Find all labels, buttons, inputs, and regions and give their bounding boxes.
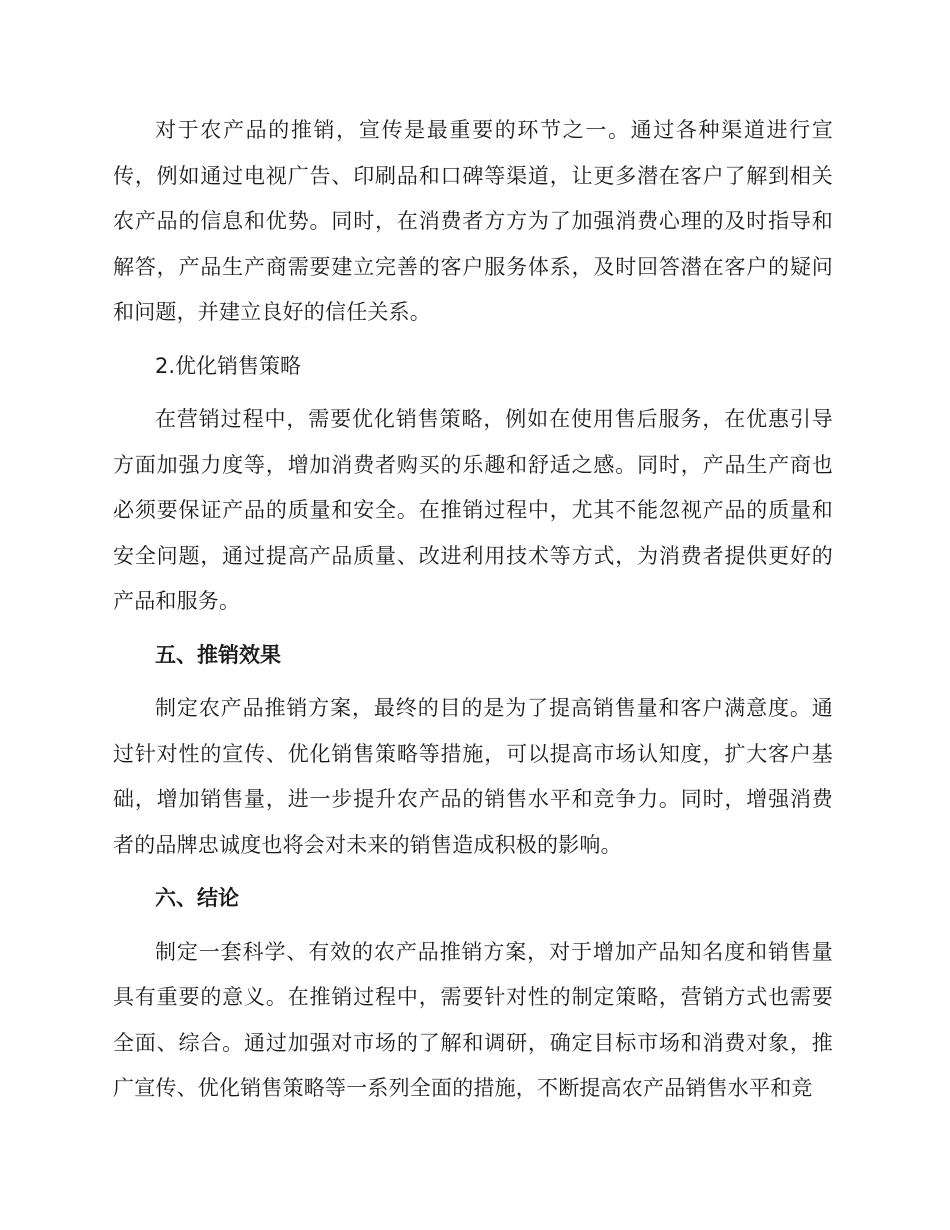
section-heading-effect: 五、推销效果	[155, 642, 281, 667]
section-heading-conclusion: 六、结论	[155, 886, 239, 910]
paragraph-sales-strategy: 在营销过程中，需要优化销售策略，例如在使用售后服务，在优惠引导方面加强力度等，增加消费者购买的乐趣和舒适之感。同时，产品生产商也必须要保证产品的质量和安全。在推销过程中，尤其不能忽视产品的质量和安全问题，通过提高产品质量、改进利用技术等方式，为消费者提供更好的产品和服务。	[113, 407, 833, 613]
document-page	[113, 108, 833, 1112]
paragraph-promotion: 对于农产品的推销，宣传是最重要的环节之一。通过各种渠道进行宣传，例如通过电视广告、印刷品和口碑等渠道，让更多潜在客户了解到相关农产品的信息和优势。同时，在消费者方方为了加强消费心理的及时指导和解答，产品生产商需要建立完善的客户服务体系，及时回答潜在客户的疑问和问题，并建立良好的信任关系。	[113, 118, 833, 324]
paragraph-conclusion: 制定一套科学、有效的农产品推销方案，对于增加产品知名度和销售量具有重要的意义。在推销过程中，需要针对性的制定策略，营销方式也需要全面、综合。通过加强对市场的了解和调研，确定目标市场和消费对象，推广宣传、优化销售策略等一系列全面的措施，不断提高农产品销售水平和竞	[113, 939, 833, 1100]
subheading-optimize-strategy: 2.优化销售策略	[155, 353, 302, 378]
paragraph-effect: 制定农产品推销方案，最终的目的是为了提高销售量和客户满意度。通过针对性的宣传、优化销售策略等措施，可以提高市场认知度，扩大客户基础，增加销售量，进一步提升农产品的销售水平和竞争力。同时，增强消费者的品牌忠诚度也将会对未来的销售造成积极的影响。	[113, 696, 833, 857]
